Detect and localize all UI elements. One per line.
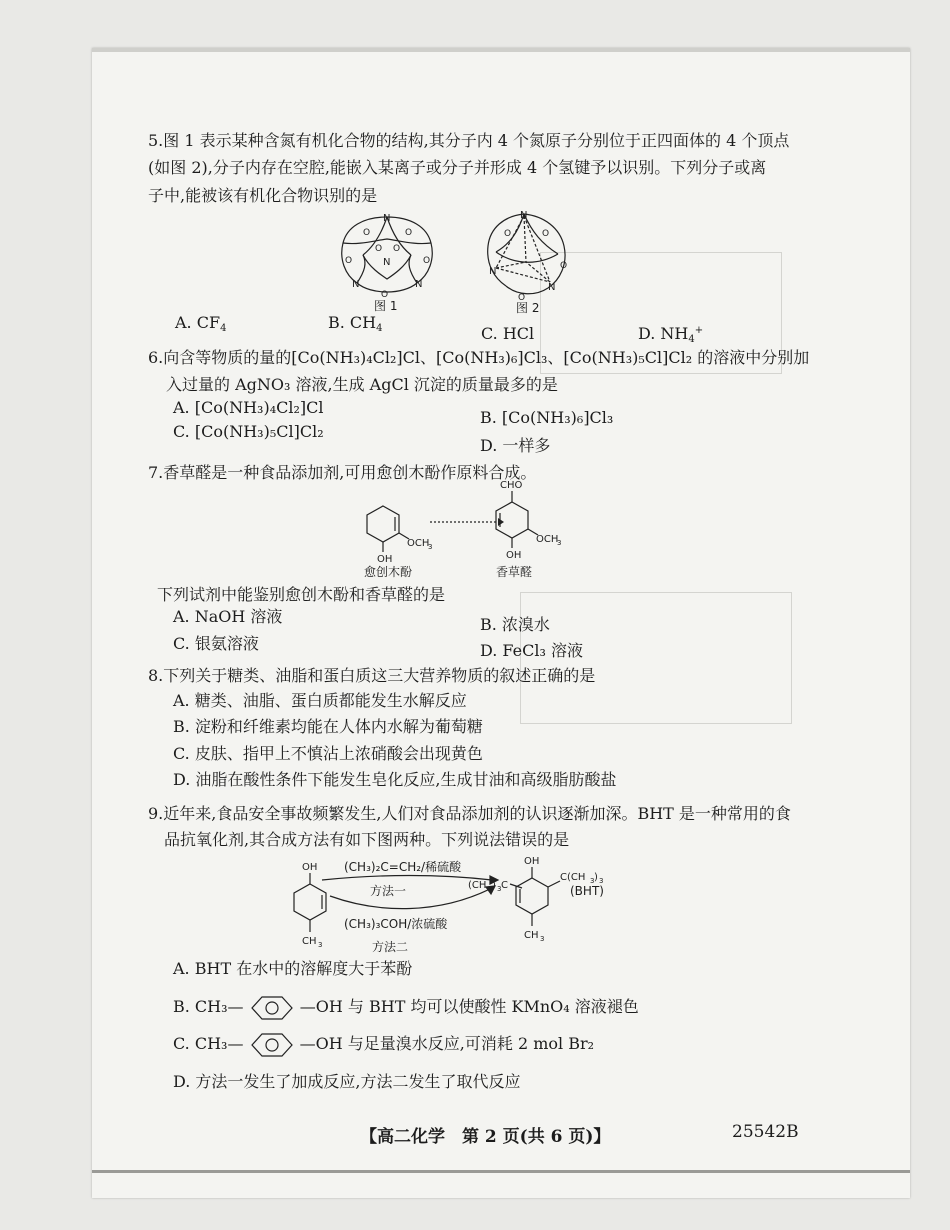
svg-text:N: N <box>489 266 497 277</box>
svg-text:O: O <box>542 229 550 239</box>
q5-option-a-subscript: 4 <box>220 323 227 334</box>
svg-text:N: N <box>383 257 391 268</box>
svg-text:N: N <box>548 282 556 293</box>
svg-text:3: 3 <box>540 935 545 943</box>
svg-text:CH: CH <box>524 930 539 941</box>
q6-option-d[interactable]: D. 一样多 <box>480 436 551 455</box>
svg-text:N: N <box>383 213 391 224</box>
q5-option-a-text: A. CF <box>175 313 221 332</box>
svg-text:): ) <box>492 880 496 891</box>
figure-1-caption: 图 1 <box>374 299 398 313</box>
svg-text:O: O <box>375 244 383 254</box>
page-top-edge <box>92 48 910 52</box>
bht-label: (BHT) <box>570 884 604 898</box>
q7-question: 下列试剂中能鉴别愈创木酚和香草醛的是 <box>157 585 446 604</box>
svg-text:O: O <box>423 256 431 266</box>
svg-text:N: N <box>352 279 360 290</box>
q9-option-a[interactable]: A. BHT 在水中的溶解度大于苯酚 <box>173 959 413 978</box>
svg-text:3: 3 <box>488 885 493 893</box>
svg-text:O: O <box>405 228 413 238</box>
method-1-label: 方法一 <box>370 884 407 898</box>
svg-text:C: C <box>501 880 508 891</box>
q6-option-b[interactable]: B. [Co(NH₃)₆]Cl₃ <box>480 408 614 427</box>
q9-option-c[interactable] <box>173 1031 594 1058</box>
q9-stem-line2: 品抗氧化剂,其合成方法有如下图两种。下列说法错误的是 <box>164 830 570 849</box>
q7-stem-line1: 7.香草醛是一种食品添加剂,可用愈创木酚作原料合成。 <box>148 463 537 482</box>
guaiacol-structure <box>355 498 435 568</box>
q5-option-d-text: D. NH <box>638 324 689 343</box>
q5-option-d-subscript: 4 <box>688 334 695 345</box>
q7-option-c[interactable]: C. 银氨溶液 <box>173 634 259 653</box>
svg-text:(CH: (CH <box>468 880 487 891</box>
svg-text:OH: OH <box>377 554 393 565</box>
vanillin-structure <box>488 478 578 568</box>
q7-option-a[interactable]: A. NaOH 溶液 <box>173 607 283 626</box>
q5-option-c[interactable]: C. HCl <box>481 324 535 343</box>
svg-text:O: O <box>381 290 389 300</box>
q9-option-d[interactable]: D. 方法一发生了加成反应,方法二发生了取代反应 <box>173 1072 521 1091</box>
q9-option-c-prefix: C. CH₃— <box>173 1034 244 1053</box>
svg-text:): ) <box>594 872 598 883</box>
q9-stem-line1: 9.近年来,食品安全事故频繁发生,人们对食品添加剂的认识逐渐加深。BHT 是一种常用的食 <box>148 804 791 823</box>
vanillin-label: 香草醛 <box>496 565 533 579</box>
q7-option-d[interactable]: D. FeCl₃ 溶液 <box>480 641 583 660</box>
svg-text:CH: CH <box>302 936 317 947</box>
reagent-method-1: (CH₃)₂C=CH₂/稀硫酸 <box>344 860 462 874</box>
figure-1-cryptand-structure <box>323 205 451 305</box>
benzene-ring-icon <box>249 1032 295 1058</box>
svg-text:N: N <box>415 279 423 290</box>
q9-option-b-prefix: B. CH₃— <box>173 997 244 1016</box>
svg-text:3: 3 <box>497 885 502 893</box>
q5-option-b-subscript: 4 <box>376 323 383 334</box>
q6-option-c[interactable]: C. [Co(NH₃)₅Cl]Cl₂ <box>173 422 324 441</box>
q5-option-b-text: B. CH <box>328 313 377 332</box>
svg-text:O: O <box>345 256 353 266</box>
svg-text:3: 3 <box>599 877 604 885</box>
svg-text:CHO: CHO <box>500 480 523 491</box>
svg-text:O: O <box>504 229 512 239</box>
q6-stem-line1: 6.向含等物质的量的[Co(NH₃)₄Cl₂]Cl、[Co(NH₃)₆]Cl₃、[Co(NH₃)₅Cl]Cl₂ 的溶液中分别加 <box>148 348 810 367</box>
q7-option-b[interactable]: B. 浓溴水 <box>480 615 550 634</box>
svg-text:O: O <box>393 244 401 254</box>
bht-structure <box>466 852 626 960</box>
svg-text:O: O <box>518 293 526 303</box>
svg-text:OH: OH <box>302 862 318 873</box>
svg-text:O: O <box>363 228 371 238</box>
q5-option-b[interactable] <box>328 313 383 334</box>
page-bottom-edge <box>92 1170 910 1173</box>
q8-option-b[interactable]: B. 淀粉和纤维素均能在人体内水解为葡萄糖 <box>173 717 483 736</box>
q6-option-a[interactable]: A. [Co(NH₃)₄Cl₂]Cl <box>173 398 324 417</box>
q9-option-c-suffix: —OH 与足量溴水反应,可消耗 2 mol Br₂ <box>299 1034 595 1053</box>
q5-option-d-superscript: + <box>694 325 704 336</box>
svg-text:OH: OH <box>524 856 540 867</box>
q8-stem: 8.下列关于糖类、油脂和蛋白质这三大营养物质的叙述正确的是 <box>148 666 596 685</box>
guaiacol-label: 愈创木酚 <box>364 565 413 579</box>
q5-option-d[interactable] <box>638 324 703 345</box>
svg-text:3: 3 <box>428 543 433 551</box>
figure-2-tetrahedral-structure <box>470 202 580 306</box>
page-footer-label: 【高二化学 第 2 页(共 6 页)】 <box>360 1127 611 1147</box>
q6-stem-line2: 入过量的 AgNO₃ 溶液,生成 AgCl 沉淀的质量最多的是 <box>166 375 558 394</box>
figure-2-caption: 图 2 <box>516 301 540 315</box>
q5-stem-line1: 5.图 1 表示某种含氮有机化合物的结构,其分子内 4 个氮原子分别位于正四面体的 4 个顶点 <box>148 131 790 150</box>
q8-option-d[interactable]: D. 油脂在酸性条件下能发生皂化反应,生成甘油和高级脂肪酸盐 <box>173 770 617 789</box>
page-code: 25542B <box>732 1122 799 1142</box>
reagent-method-2: (CH₃)₃COH/浓硫酸 <box>344 917 448 931</box>
q5-stem-line3: 子中,能被该有机化合物识别的是 <box>148 186 378 205</box>
benzene-ring-icon <box>249 995 295 1021</box>
svg-text:OH: OH <box>506 550 522 561</box>
q5-stem-line2: (如图 2),分子内存在空腔,能嵌入某离子或分子并形成 4 个氢键予以识别。下列分子或离 <box>148 158 767 177</box>
q9-option-b-suffix: —OH 与 BHT 均可以使酸性 KMnO₄ 溶液褪色 <box>299 997 639 1016</box>
method-2-label: 方法二 <box>372 940 409 954</box>
svg-text:C(CH: C(CH <box>560 872 586 883</box>
svg-text:N: N <box>520 210 528 221</box>
svg-text:3: 3 <box>590 877 595 885</box>
q8-option-c[interactable]: C. 皮肤、指甲上不慎沾上浓硝酸会出现黄色 <box>173 744 483 763</box>
q8-option-a[interactable]: A. 糖类、油脂、蛋白质都能发生水解反应 <box>173 691 467 710</box>
q5-option-a[interactable] <box>175 313 226 334</box>
svg-text:OCH: OCH <box>536 534 559 545</box>
svg-text:O: O <box>560 261 568 271</box>
svg-text:3: 3 <box>557 539 562 547</box>
svg-text:OCH: OCH <box>407 538 430 549</box>
q9-option-b[interactable] <box>173 994 639 1021</box>
svg-text:3: 3 <box>318 941 323 949</box>
